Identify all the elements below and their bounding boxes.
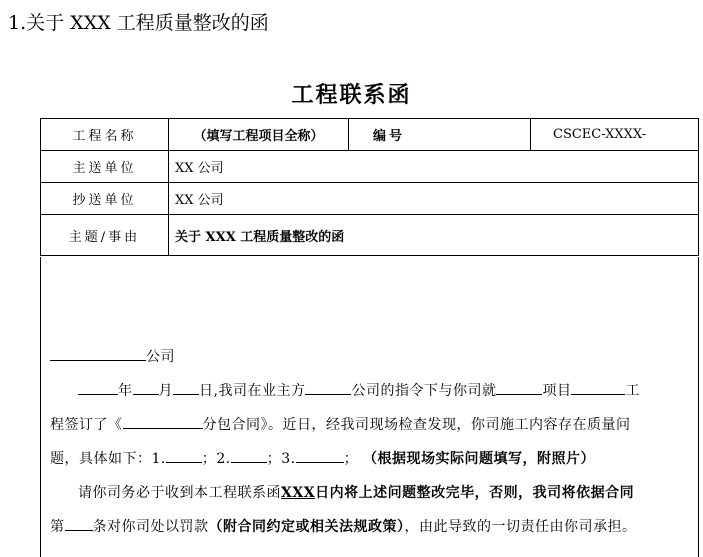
issue-2-blank[interactable]: [231, 446, 267, 463]
project-name-row: [41, 119, 699, 151]
project-name-label: 工程名称: [41, 119, 169, 151]
cc-recipient-label: 抄送单位: [41, 183, 169, 215]
main-recipient-value[interactable]: XX 公司: [169, 151, 699, 183]
issue-3-blank[interactable]: [296, 446, 344, 463]
text: ；: [201, 451, 217, 467]
contract-name-blank[interactable]: [123, 412, 203, 429]
paragraph-2-line-2: [50, 510, 695, 544]
text: 工: [625, 383, 640, 399]
addressee-suffix: 公司: [146, 349, 175, 365]
text: ；: [266, 451, 282, 467]
text: ，由此导致的一切责任由你司承担。: [404, 519, 637, 535]
fill-note: （根据现场实际问题填写，附照片）: [363, 451, 596, 467]
paragraph-1-line-3: [50, 442, 695, 476]
paragraph-1-line-2: [50, 408, 695, 442]
cc-recipient-value[interactable]: XX 公司: [169, 183, 699, 215]
main-recipient-row: [41, 151, 699, 183]
contract-note: （附合同约定或相关法规政策）: [208, 519, 405, 535]
text: 程签订了《: [50, 417, 123, 433]
subject-value[interactable]: 关于 XXX 工程质量整改的函: [169, 215, 699, 256]
text: 第: [50, 519, 65, 535]
main-recipient-label: 主送单位: [41, 151, 169, 183]
document-title: 工程联系函: [291, 82, 412, 108]
text: 日内将上述问题整改完毕，否则，我司将依据合同: [315, 485, 635, 501]
text: 日,我司在业主方: [199, 383, 306, 399]
contact-form-table: [40, 118, 699, 256]
text: 条对你司处以罚款: [92, 519, 209, 535]
day-blank[interactable]: [173, 378, 199, 395]
text: 分包合同》。近日，经我司现场检查发现，你司施工内容存在质量问: [202, 417, 631, 433]
text: 月: [158, 383, 173, 399]
text: 请你司务必于收到本工程联系函: [78, 485, 281, 501]
text: ；: [343, 451, 359, 467]
clause-blank[interactable]: [65, 514, 93, 531]
text: 年: [118, 383, 133, 399]
paragraph-1-line-1: [50, 374, 695, 408]
text: 项目: [542, 383, 572, 399]
owner-company-blank[interactable]: [305, 378, 351, 395]
text: 题，具体如下：1.: [50, 451, 166, 467]
text: 3.: [281, 451, 296, 467]
cc-recipient-row: [41, 183, 699, 215]
addressee-line: [50, 340, 695, 374]
letter-body: [50, 340, 695, 544]
year-blank[interactable]: [78, 378, 118, 395]
number-label: 编号: [349, 119, 531, 151]
project-name-blank[interactable]: [571, 378, 625, 395]
text: 2.: [216, 451, 231, 467]
paragraph-2-line-1: [50, 476, 695, 510]
project-blank[interactable]: [496, 378, 542, 395]
section-heading: 1.关于 XXX 工程质量整改的函: [8, 12, 269, 34]
text: 公司的指令下与你司就: [351, 383, 497, 399]
addressee-blank[interactable]: [50, 344, 146, 361]
issue-1-blank[interactable]: [166, 446, 202, 463]
number-value[interactable]: CSCEC-XXXX-: [531, 119, 699, 151]
days-value[interactable]: XXX: [281, 485, 316, 501]
subject-label: 主题/事由: [41, 215, 169, 256]
subject-row: [41, 215, 699, 256]
month-blank[interactable]: [133, 378, 159, 395]
project-name-value[interactable]: （填写工程项目全称）: [169, 119, 349, 151]
